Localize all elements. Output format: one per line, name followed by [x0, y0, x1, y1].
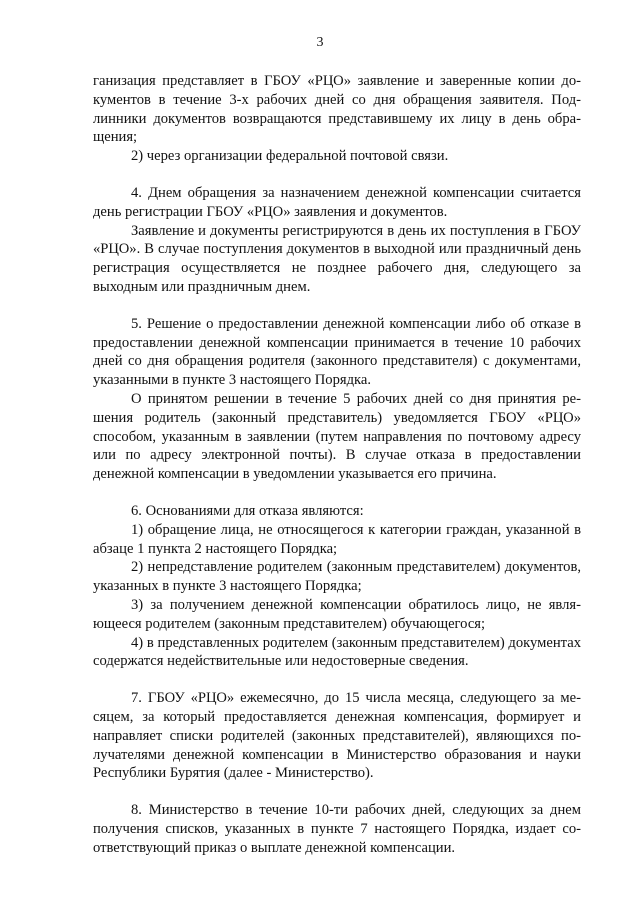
paragraph-postal-option: 2) через организации федеральной почтовой связи. [131, 148, 449, 165]
paragraph-item-4: 4. Днем обращения за назначением денежной компенсации считается день регистрации ГБОУ «РЦО» заявления и документов. [93, 184, 581, 220]
paragraph-continuation: ганизация представляет в ГБОУ «РЦО» заявление и заверенные копии документов в течение 3-х рабочих дней со дня обращения заявителя. Подлинники документов возвращаются представившему их лицу в день обращения; [93, 73, 581, 146]
page-number: 3 [316, 35, 324, 50]
paragraph-notification: О принятом решении в течение 5 рабочих дней со дня принятия решения родитель (законный представитель) уведомляется ГБОУ «РЦО» способом, указанным в заявлении (путем направления по почтовому адресу или по адресу электронной почты). В случае отказа в предоставлении денежной компенсации в уведомлении указывается его причина. [93, 390, 581, 483]
paragraph-refusal-4: 4) в представленных родителем (законным представителем) документах содержатся недействительные или недостоверные сведения. [93, 634, 581, 670]
paragraph-item-5: 5. Решение о предоставлении денежной компенсации либо об отказе в предоставлении денежной компенсации принимается в течение 10 рабочих дней со дня обращения родителя (законного представителя) с документами, указанными в пункте 3 настоящего Порядка. [93, 315, 581, 389]
document-body [93, 72, 581, 857]
paragraph-item-7: 7. ГБОУ «РЦО» ежемесячно, до 15 числа месяца, следующего за месяцем, за который предоставляется денежная компенсация, формирует и направляет списки родителей (законных представителей), являющихся получателями денежной компенсации в Министерство образования и науки Республики Бурятия (далее - Министерство). [93, 690, 581, 782]
paragraph-refusal-1: 1) обращение лица, не относящегося к категории граждан, указанной в абзаце 1 пункта 2 настоящего Порядка; [93, 521, 581, 557]
paragraph-refusal-3: 3) за получением денежной компенсации обратилось лицо, не являющееся родителем (законным представителем) обучающегося; [93, 596, 581, 632]
paragraph-registration: Заявление и документы регистрируются в день их поступления в ГБОУ «РЦО». В случае поступления документов в выходной или праздничный день регистрация осуществляется не позднее рабочего дня, следующего за выходным или праздничным днем. [93, 222, 581, 295]
paragraph-refusal-2: 2) непредставление родителем (законным представителем) документов, указанных в пункте 3 настоящего Порядка; [93, 559, 581, 595]
paragraph-item-6: 6. Основаниями для отказа являются: [131, 502, 364, 519]
paragraph-item-8: 8. Министерство в течение 10-ти рабочих дней, следующих за днем получения списков, указанных в пункте 7 настоящего Порядка, издает соответствующий приказ о выплате денежной компенсации. [93, 802, 581, 856]
